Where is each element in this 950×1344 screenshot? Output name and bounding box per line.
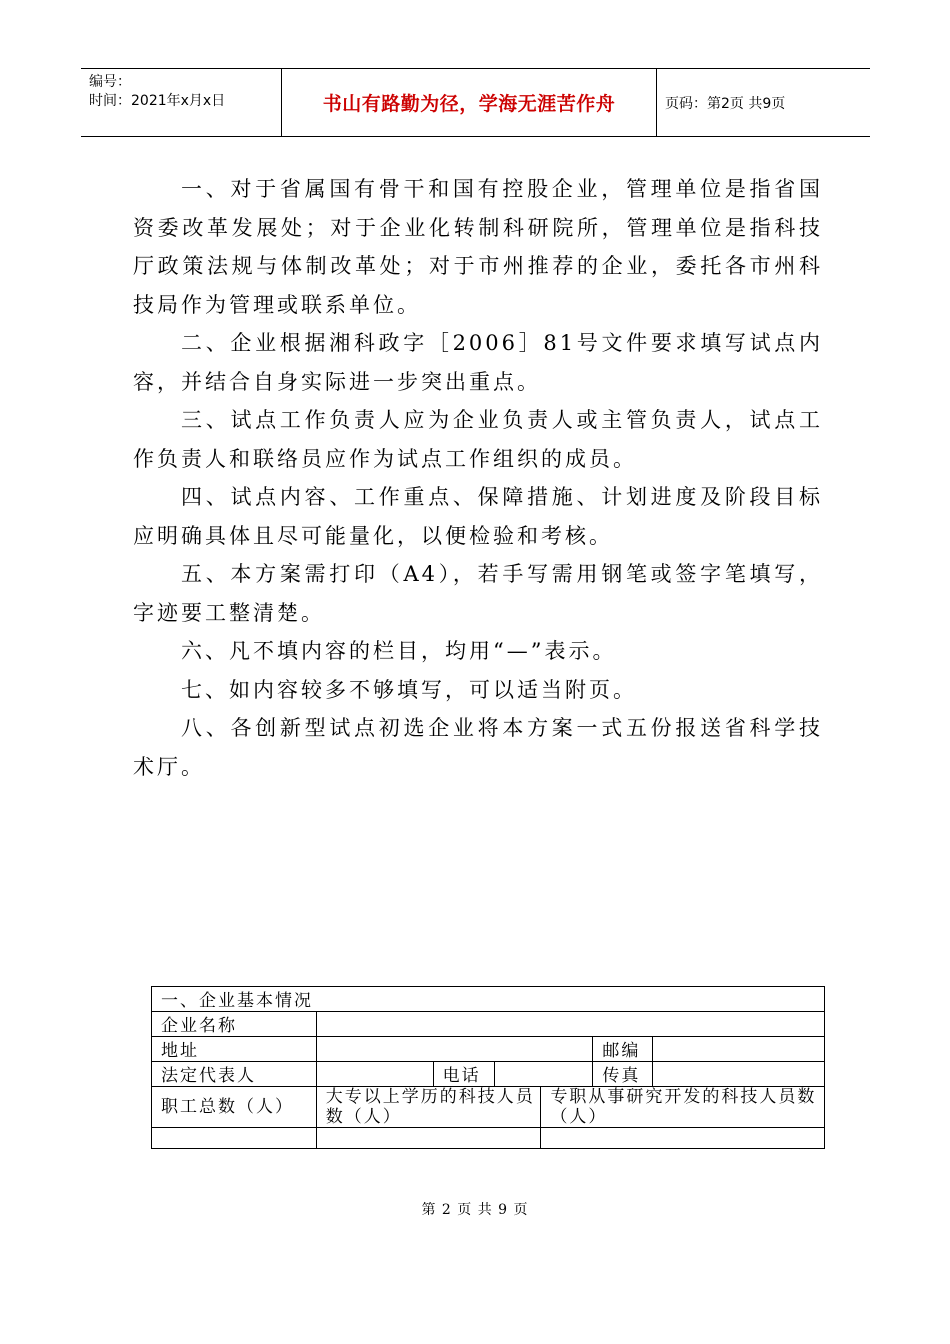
instruction-paragraph: 四、试点内容、工作重点、保障措施、计划进度及阶段目标应明确具体且尽可能量化，以便检验和考核。: [133, 485, 823, 548]
instruction-paragraph: 八、各创新型试点初选企业将本方案一式五份报送省科学技术厅。: [133, 716, 823, 779]
doc-number-label: 编号：: [89, 74, 131, 90]
address-label: 地址: [152, 1037, 317, 1062]
header-motto: 书山有路勤为径，学海无涯苦作舟: [282, 69, 657, 136]
total-staff-field[interactable]: [152, 1128, 317, 1149]
rd-staff-field[interactable]: [541, 1128, 825, 1149]
form-section-title: 一、企业基本情况: [152, 987, 825, 1012]
rd-staff-label: 专职从事研究开发的科技人员数（人）: [541, 1087, 825, 1128]
total-staff-label: 职工总数（人）: [152, 1087, 317, 1128]
instructions-body: [133, 170, 823, 786]
page-header: [81, 68, 870, 137]
postcode-label: 邮编: [593, 1037, 653, 1062]
address-field[interactable]: [316, 1037, 593, 1062]
header-page-info: 页码：第2页 共9页: [665, 95, 786, 112]
phone-field[interactable]: [494, 1062, 593, 1087]
college-staff-field[interactable]: [316, 1128, 541, 1149]
instruction-paragraph: 七、如内容较多不够填写，可以适当附页。: [181, 677, 637, 702]
company-info-form: [151, 986, 825, 1149]
fax-label: 传真: [593, 1062, 653, 1087]
legal-rep-field[interactable]: [316, 1062, 433, 1087]
postcode-field[interactable]: [653, 1037, 825, 1062]
header-meta: [81, 69, 282, 136]
phone-label: 电话: [433, 1062, 494, 1087]
date-label: 时间：2021年x月x日: [89, 93, 226, 109]
instruction-paragraph: 一、对于省属国有骨干和国有控股企业，管理单位是指省国资委改革发展处；对于企业化转制科研院所，管理单位是指科技厅政策法规与体制改革处；对于市州推荐的企业，委托各市州科技局作为管理或联系单位。: [133, 177, 823, 317]
fax-field[interactable]: [653, 1062, 825, 1087]
college-staff-label: 大专以上学历的科技人员数（人）: [316, 1087, 541, 1128]
legal-rep-label: 法定代表人: [152, 1062, 317, 1087]
company-name-label: 企业名称: [152, 1012, 317, 1037]
instruction-paragraph: 二、企业根据湘科政字［2006］81号文件要求填写试点内容，并结合自身实际进一步突出重点。: [133, 331, 823, 394]
instruction-paragraph: 三、试点工作负责人应为企业负责人或主管负责人，试点工作负责人和联络员应作为试点工作组织的成员。: [133, 408, 823, 471]
page-footer: 第 2 页 共 9 页: [421, 1202, 529, 1218]
instruction-paragraph: 六、凡不填内容的栏目，均用“—”表示。: [181, 639, 617, 663]
company-name-field[interactable]: [316, 1012, 824, 1037]
instruction-paragraph: 五、本方案需打印（A4），若手写需用钢笔或签字笔填写，字迹要工整清楚。: [133, 562, 823, 625]
